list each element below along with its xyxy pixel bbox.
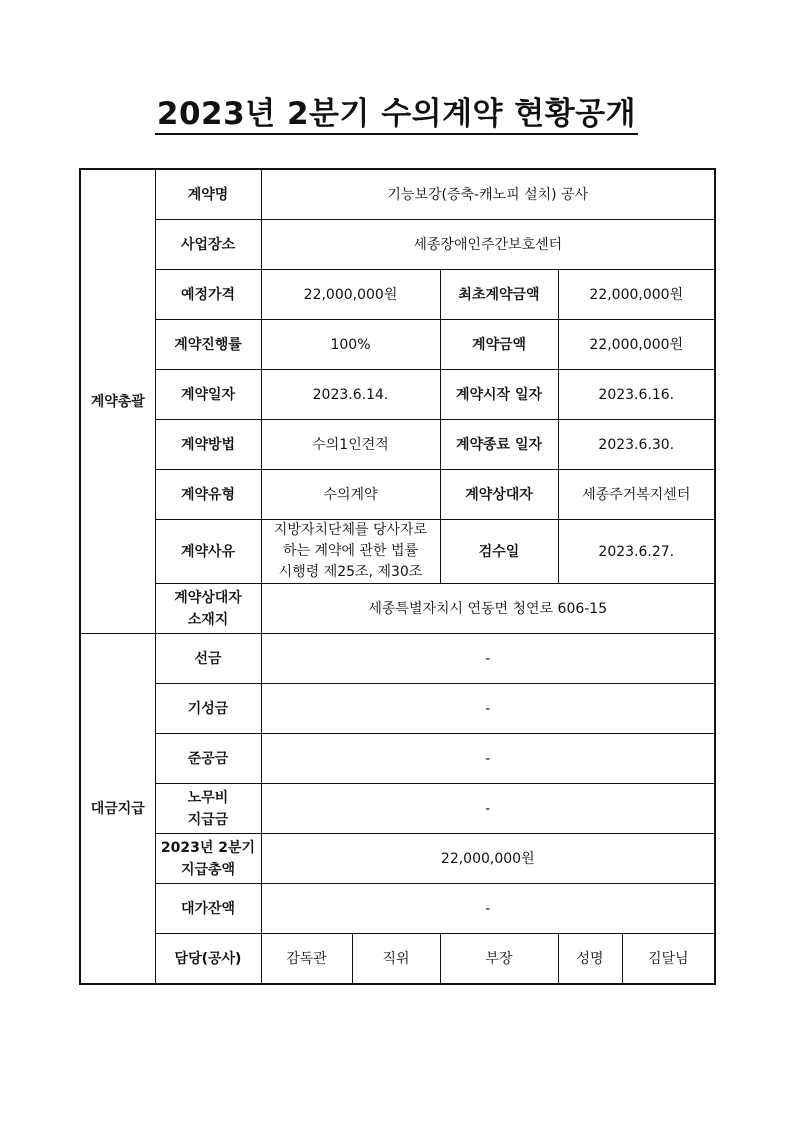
progress-payment-value: - xyxy=(261,684,715,734)
labor-cost-label xyxy=(155,784,261,834)
inspection-date-label: 검수일 xyxy=(440,520,558,584)
end-date-value: 2023.6.30. xyxy=(558,420,715,470)
contract-name-value: 기능보강(증축-캐노피 설치) 공사 xyxy=(261,169,715,220)
initial-amount-value: 22,000,000원 xyxy=(558,270,715,320)
position-value: 부장 xyxy=(440,934,558,985)
name-value: 김달님 xyxy=(622,934,715,985)
location-label: 사업장소 xyxy=(155,220,261,270)
reason-label: 계약사유 xyxy=(155,520,261,584)
counterparty-value: 세종주거복지센터 xyxy=(558,470,715,520)
method-value: 수의1인견적 xyxy=(261,420,440,470)
quarter-total-label xyxy=(155,834,261,884)
type-value: 수의계약 xyxy=(261,470,440,520)
labor-cost-value: - xyxy=(261,784,715,834)
balance-label: 대가잔액 xyxy=(155,884,261,934)
start-date-value: 2023.6.16. xyxy=(558,370,715,420)
manager-label: 담당(공사) xyxy=(155,934,261,985)
counterparty-label: 계약상대자 xyxy=(440,470,558,520)
table-row xyxy=(80,470,715,520)
page-title: 2023년 2분기 수의계약 현황공개 xyxy=(0,88,793,133)
table-row xyxy=(80,270,715,320)
table-row xyxy=(80,584,715,634)
label-line: 소재지 xyxy=(187,611,229,628)
table-row xyxy=(80,520,715,584)
table-row xyxy=(80,684,715,734)
position-label: 직위 xyxy=(352,934,440,985)
inspection-date-value: 2023.6.27. xyxy=(558,520,715,584)
completion-payment-value: - xyxy=(261,734,715,784)
label-line: 지급총액 xyxy=(180,861,236,878)
reason-line: 하는 계약에 관한 법률 xyxy=(282,543,419,559)
completion-payment-label: 준공금 xyxy=(155,734,261,784)
progress-payment-label: 기성금 xyxy=(155,684,261,734)
table-row xyxy=(80,784,715,834)
location-value: 세종장애인주간보호센터 xyxy=(261,220,715,270)
table-row xyxy=(80,634,715,684)
estimated-price-value: 22,000,000원 xyxy=(261,270,440,320)
table-row xyxy=(80,734,715,784)
table-row xyxy=(80,320,715,370)
start-date-label: 계약시작 일자 xyxy=(440,370,558,420)
type-label: 계약유형 xyxy=(155,470,261,520)
reason-line: 지방자치단체를 당사자로 xyxy=(273,522,428,538)
contract-amount-value: 22,000,000원 xyxy=(558,320,715,370)
contract-table xyxy=(79,168,716,985)
table-row xyxy=(80,884,715,934)
label-line: 노무비 xyxy=(187,789,229,806)
advance-label: 선금 xyxy=(155,634,261,684)
progress-rate-label: 계약진행률 xyxy=(155,320,261,370)
label-line: 계약상대자 xyxy=(174,589,242,606)
initial-amount-label: 최초계약금액 xyxy=(440,270,558,320)
counterparty-address-label xyxy=(155,584,261,634)
label-line: 2023년 2분기 xyxy=(160,839,256,856)
table-row xyxy=(80,420,715,470)
balance-value: - xyxy=(261,884,715,934)
table-row xyxy=(80,169,715,220)
method-label: 계약방법 xyxy=(155,420,261,470)
section-label-contract-summary: 계약총괄 xyxy=(80,169,155,634)
table-row xyxy=(80,934,715,985)
contract-date-value: 2023.6.14. xyxy=(261,370,440,420)
table-row xyxy=(80,834,715,884)
end-date-label: 계약종료 일자 xyxy=(440,420,558,470)
reason-line: 시행령 제25조, 제30조 xyxy=(278,564,423,580)
contract-date-label: 계약일자 xyxy=(155,370,261,420)
table-row xyxy=(80,220,715,270)
contract-name-label: 계약명 xyxy=(155,169,261,220)
label-line: 지급금 xyxy=(187,811,229,828)
estimated-price-label: 예정가격 xyxy=(155,270,261,320)
advance-value: - xyxy=(261,634,715,684)
reason-value xyxy=(261,520,440,584)
counterparty-address-value: 세종특별자치시 연동면 청연로 606-15 xyxy=(261,584,715,634)
quarter-total-value: 22,000,000원 xyxy=(261,834,715,884)
section-label-payment: 대금지급 xyxy=(80,634,155,985)
table-row xyxy=(80,370,715,420)
supervisor-value: 감독관 xyxy=(261,934,352,985)
progress-rate-value: 100% xyxy=(261,320,440,370)
contract-amount-label: 계약금액 xyxy=(440,320,558,370)
name-label: 성명 xyxy=(558,934,622,985)
